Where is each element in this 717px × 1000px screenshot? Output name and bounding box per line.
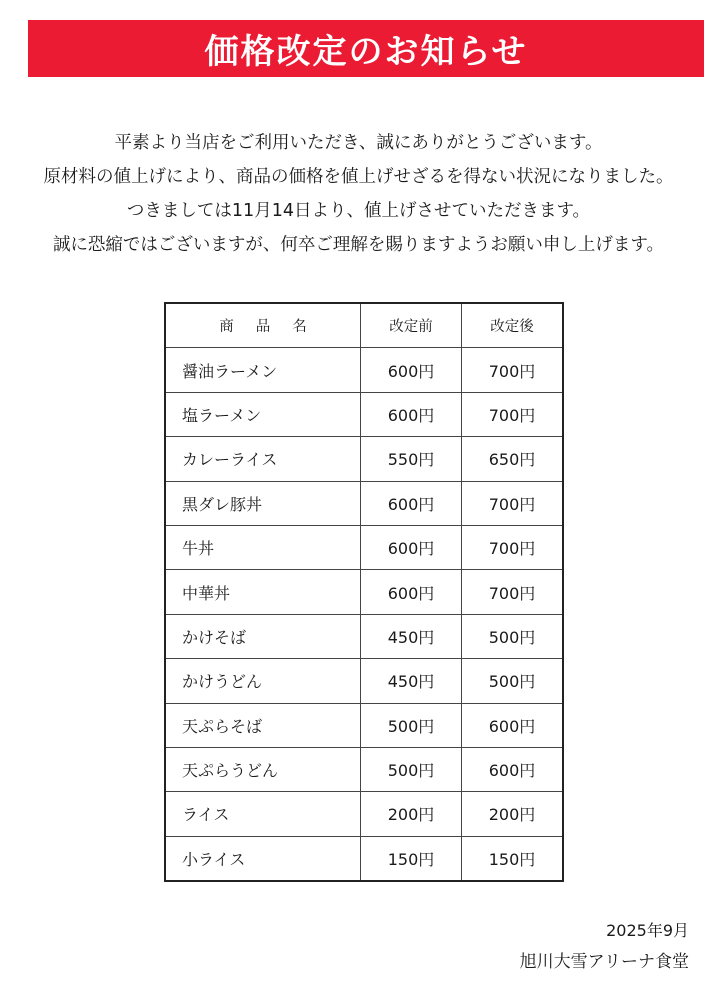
table-row (165, 836, 563, 881)
price-before: 200円 (361, 792, 462, 836)
product-name: 天ぷらうどん (165, 747, 361, 791)
price-after: 700円 (462, 525, 564, 569)
intro-line: 原材料の値上げにより、商品の価格を値上げせざるを得ない状況になりました。 (43, 167, 674, 187)
table-row (165, 392, 563, 436)
price-before: 600円 (361, 392, 462, 436)
price-after: 200円 (462, 792, 564, 836)
header-price-after: 改定後 (462, 303, 564, 348)
price-before: 500円 (361, 703, 462, 747)
price-before: 450円 (361, 659, 462, 703)
price-after: 650円 (462, 437, 564, 481)
price-after: 700円 (462, 348, 564, 392)
intro-paragraph (0, 126, 717, 262)
table-header-row (165, 303, 563, 348)
product-name: かけうどん (165, 659, 361, 703)
product-name: カレーライス (165, 437, 361, 481)
price-after: 500円 (462, 614, 564, 658)
intro-line: 平素より当店をご利用いただき、誠にありがとうございます。 (114, 133, 603, 153)
price-after: 700円 (462, 392, 564, 436)
product-name: 塩ラーメン (165, 392, 361, 436)
price-table (164, 302, 564, 882)
price-after: 600円 (462, 747, 564, 791)
table-row (165, 525, 563, 569)
price-after: 600円 (462, 703, 564, 747)
table-row (165, 481, 563, 525)
price-before: 450円 (361, 614, 462, 658)
intro-line: つきましては11月14日より、値上げさせていただきます。 (126, 201, 591, 221)
price-before: 600円 (361, 348, 462, 392)
product-name: 天ぷらそば (165, 703, 361, 747)
price-after: 150円 (462, 836, 564, 881)
table-row (165, 348, 563, 392)
organization-name: 旭川大雪アリーナ食堂 (519, 952, 689, 972)
table-row (165, 747, 563, 791)
product-name: 牛丼 (165, 525, 361, 569)
price-after: 700円 (462, 570, 564, 614)
product-name: かけそば (165, 614, 361, 658)
table-row (165, 437, 563, 481)
table-row (165, 570, 563, 614)
header-price-before: 改定前 (361, 303, 462, 348)
product-name: 黒ダレ豚丼 (165, 481, 361, 525)
price-before: 550円 (361, 437, 462, 481)
intro-line: 誠に恐縮ではございますが、何卒ご理解を賜りますようお願い申し上げます。 (52, 235, 665, 255)
price-before: 600円 (361, 481, 462, 525)
table-row (165, 614, 563, 658)
table-row (165, 792, 563, 836)
header-product-name: 商品名 (165, 303, 361, 348)
product-name: 醤油ラーメン (165, 348, 361, 392)
table-row (165, 703, 563, 747)
price-after: 700円 (462, 481, 564, 525)
price-before: 150円 (361, 836, 462, 881)
product-name: 小ライス (165, 836, 361, 881)
price-after: 500円 (462, 659, 564, 703)
price-before: 500円 (361, 747, 462, 791)
notice-date: 2025年9月 (606, 921, 689, 940)
table-row (165, 659, 563, 703)
notice-banner (28, 20, 704, 77)
notice-title: 価格改定のお知らせ (204, 32, 528, 72)
price-before: 600円 (361, 525, 462, 569)
product-name: ライス (165, 792, 361, 836)
price-before: 600円 (361, 570, 462, 614)
product-name: 中華丼 (165, 570, 361, 614)
